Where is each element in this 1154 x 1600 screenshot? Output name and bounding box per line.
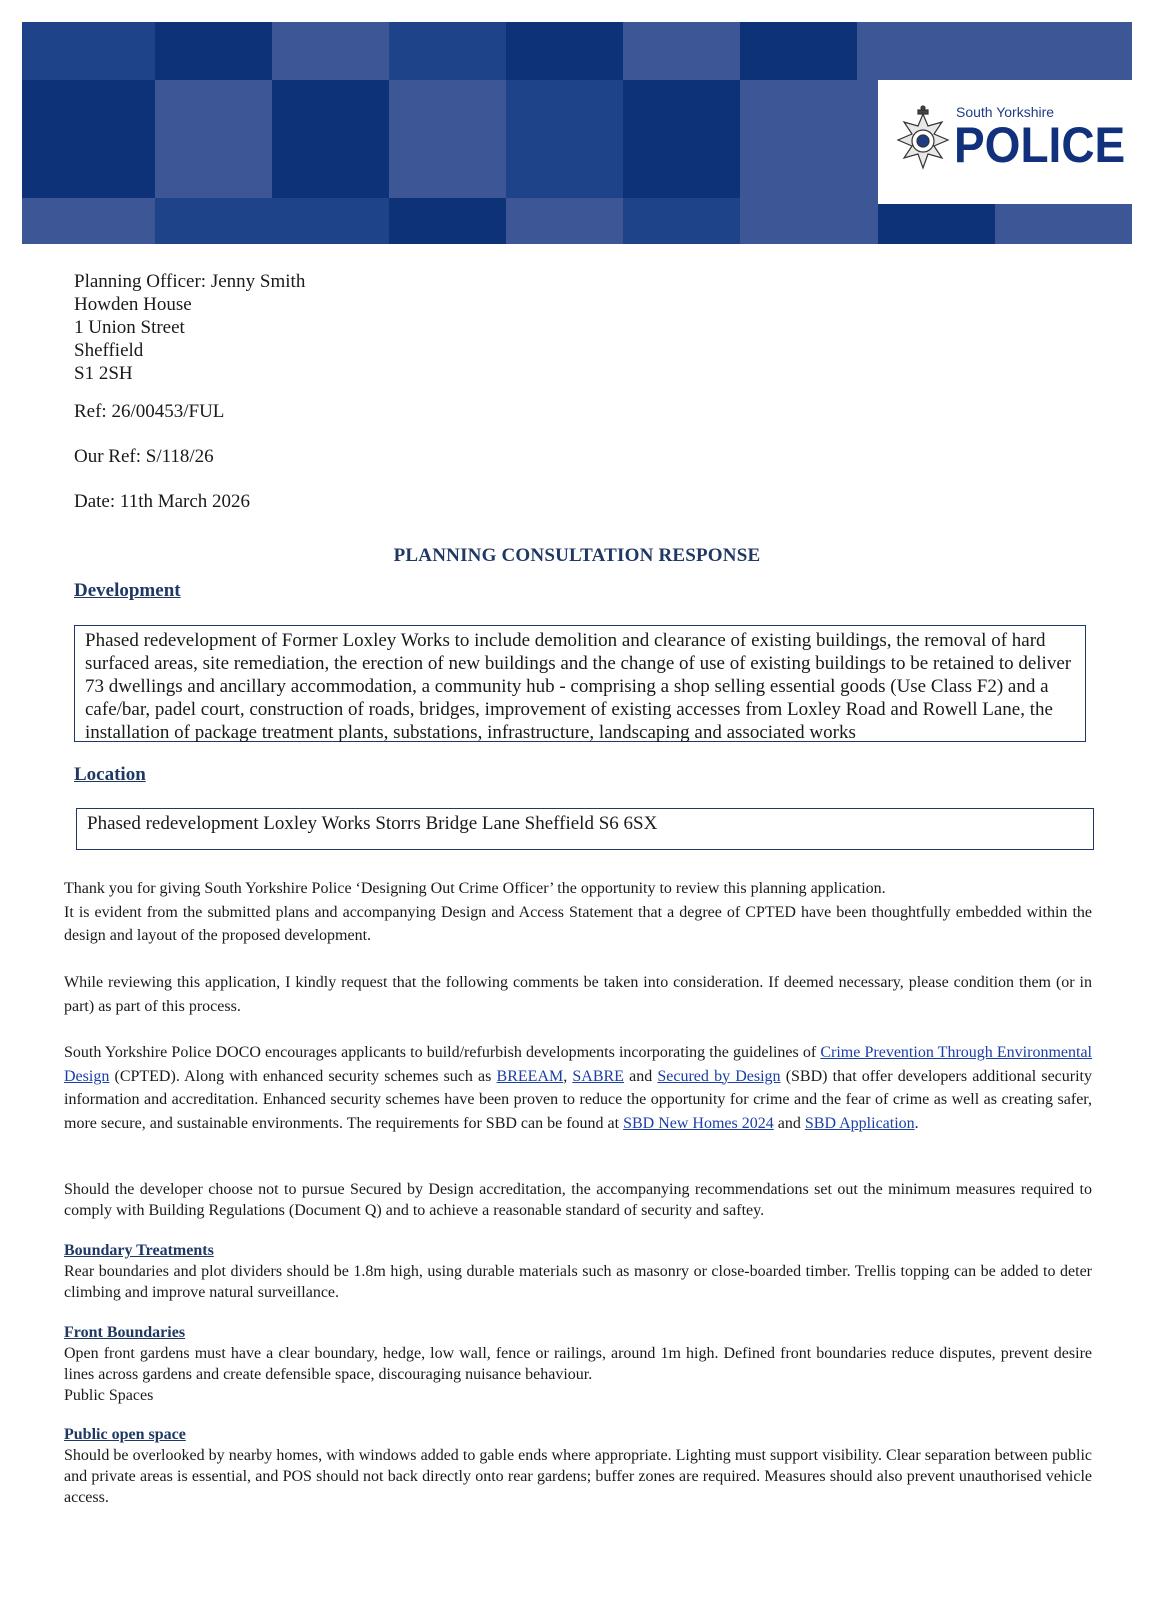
police-logo: [878, 80, 1132, 204]
doco-text: South Yorkshire Police DOCO encourages applicants to build/refurbish developments incorporating the guidelines of: [64, 1044, 821, 1061]
request-paragraph: While reviewing this application, I kindly request that the following comments be taken into consideration. If deemed necessary, please condition them (or in part) as part of this process.: [64, 974, 1092, 1015]
address-line: Howden House: [74, 294, 192, 315]
doco-text: and: [773, 1114, 805, 1132]
banner-tile: [740, 198, 878, 244]
banner-tile: [155, 22, 272, 80]
banner-tile: [623, 22, 740, 80]
banner-tile: [389, 198, 506, 244]
banner-tile: [272, 22, 389, 80]
location-box: [76, 808, 1094, 850]
banner-tile: [878, 204, 995, 244]
secured-by-design-link[interactable]: Secured by Design: [657, 1067, 781, 1085]
banner-tile: [740, 22, 857, 80]
banner-tile: [22, 22, 155, 80]
police-crest-icon: [892, 104, 954, 176]
logo-subtitle: South Yorkshire: [956, 104, 1055, 120]
header-banner: [22, 22, 1132, 244]
location-text: Phased redevelopment Loxley Works Storrs Bridge Lane Sheffield S6 6SX: [87, 813, 658, 834]
address-line: Sheffield: [74, 340, 144, 361]
banner-tile: [389, 80, 506, 198]
banner-tile: [623, 80, 740, 198]
front-boundaries-section: [64, 1322, 1092, 1406]
banner-tile: [740, 80, 878, 198]
banner-tile: [995, 204, 1132, 244]
intro-line-1: Thank you for giving South Yorkshire Police ‘Designing Out Crime Officer’ the opportunity to review this planning application.: [64, 880, 886, 897]
reference: Ref: 26/00453/FUL: [74, 401, 225, 422]
development-heading: Development: [74, 580, 181, 601]
doco-text: ,: [563, 1067, 573, 1085]
banner-tile: [506, 22, 623, 80]
intro-paragraph: [64, 877, 1092, 948]
our-reference: Our Ref: S/118/26: [74, 446, 214, 467]
doco-text: (CPTED). Along with enhanced security schemes such as: [109, 1067, 497, 1085]
banner-tile: [389, 22, 506, 80]
front-boundaries-text: Open front gardens must have a clear boundary, hedge, low wall, fence or railings, around 1m high. Defined front boundaries reduce disputes, prevent desire lines across gardens and create defensible space, discouraging nuisance behaviour.: [64, 1345, 1092, 1383]
doco-paragraph: [64, 1041, 1092, 1135]
banner-tile: [272, 198, 389, 244]
location-heading: Location: [74, 764, 146, 785]
banner-tile: [506, 198, 623, 244]
banner-tile: [155, 80, 272, 198]
doco-text: (SBD) that offer developers additional security information and accreditation. Enhanced security schemes have been proven to reduce the opportunity for crime and the fear of crime as well as creating safer, more secure, and sustainable environments. The requirements for SBD can be found at: [64, 1067, 1092, 1132]
address-line: Planning Officer: Jenny Smith: [74, 271, 306, 292]
boundary-treatments-section: [64, 1240, 1092, 1303]
banner-tile: [857, 22, 1132, 80]
development-text: Phased redevelopment of Former Loxley Works to include demolition and clearance of existing buildings, the removal of hard surfaced areas, site remediation, the erection of new buildings and the change of use of existing buildings to be retained to deliver 73 dwellings and ancillary accommodation, a community hub - comprising a shop selling essential goods (Use Class F2) and a cafe/bar, padel court, construction of roads, bridges, improvement of existing accesses from Loxley Road and Rowell Lane, the installation of package treatment plants, substations, infrastructure, landscaping and associated works: [85, 630, 1072, 743]
boundary-treatments-text: Rear boundaries and plot dividers should be 1.8m high, using durable materials such as masonry or close-boarded timber. Trellis topping can be added to deter climbing and improve natural surveillance.: [64, 1263, 1092, 1301]
boundary-treatments-heading: Boundary Treatments: [64, 1242, 214, 1259]
breeam-link[interactable]: BREEAM: [496, 1067, 564, 1085]
logo-title: POLICE: [954, 117, 1126, 173]
banner-tile: [22, 80, 155, 198]
banner-tile: [272, 80, 389, 198]
public-open-space-section: [64, 1424, 1092, 1508]
cpted-link[interactable]: Crime Prevention Through Environmental Design: [64, 1044, 1092, 1085]
banner-tile: [155, 198, 272, 244]
sbd-new-homes-link[interactable]: SBD New Homes 2024: [623, 1114, 774, 1132]
address-line: 1 Union Street: [74, 317, 185, 338]
banner-tile: [623, 198, 740, 244]
developer-choice-paragraph: Should the developer choose not to pursue Secured by Design accreditation, the accompanying recommendations set out the minimum measures required to comply with Building Regulations (Document Q) and to achieve a reasonable standard of security and saftey.: [64, 1181, 1092, 1219]
development-box: [74, 625, 1086, 742]
doco-text: and: [623, 1067, 658, 1085]
letter-date: Date: 11th March 2026: [74, 491, 251, 512]
public-open-space-heading: Public open space: [64, 1426, 186, 1443]
sbd-application-link[interactable]: SBD Application: [804, 1114, 915, 1132]
public-open-space-text: Should be overlooked by nearby homes, with windows added to gable ends where appropriate. Lighting must support visibility. Clear separation between public and private areas is essential, and POS should not back directly onto rear gardens; buffer zones are required. Measures should also prevent unauthorised vehicle access.: [64, 1447, 1092, 1506]
doco-text: .: [914, 1114, 919, 1132]
sabre-link[interactable]: SABRE: [572, 1067, 624, 1085]
banner-tile: [22, 198, 155, 244]
public-spaces-label: Public Spaces: [64, 1387, 154, 1404]
address-block: [74, 270, 305, 385]
address-line: S1 2SH: [74, 363, 133, 384]
page-title: PLANNING CONSULTATION RESPONSE: [393, 545, 761, 566]
intro-line-2: It is evident from the submitted plans and accompanying Design and Access Statement that a degree of CPTED have been thoughtfully embedded within the design and layout of the proposed development.: [64, 903, 1092, 944]
banner-tile: [506, 80, 623, 198]
front-boundaries-heading: Front Boundaries: [64, 1324, 186, 1341]
